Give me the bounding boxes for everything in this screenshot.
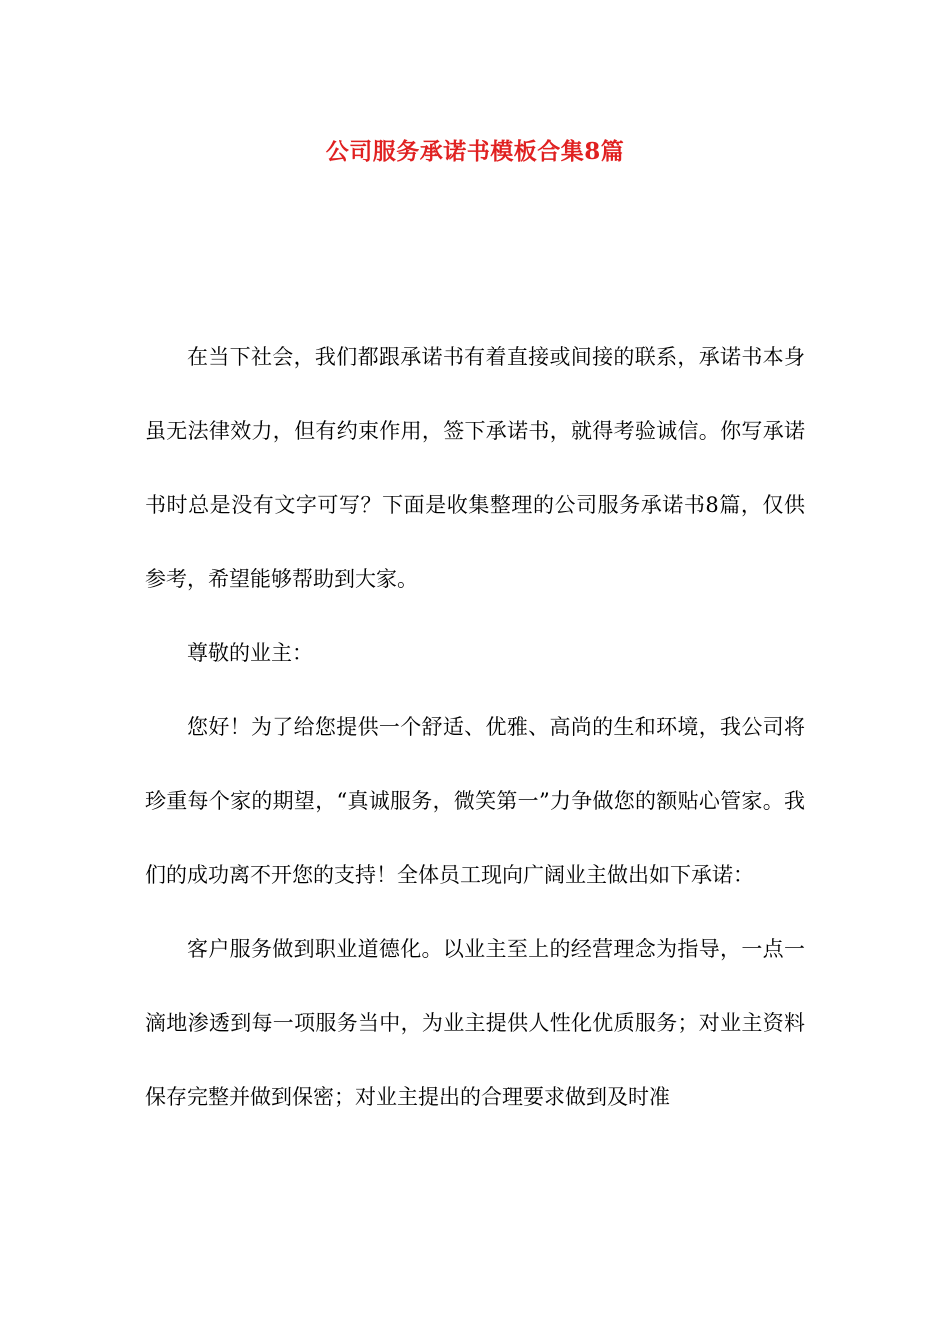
paragraph-intro: 在当下社会，我们都跟承诺书有着直接或间接的联系，承诺书本身虽无法律效力，但有约束作用，签下承诺书，就得考验诚信。你写承诺书时总是没有文字可写？下面是收集整理的公司服务承诺书8篇，仅供参考，希望能够帮助到大家。 [145, 345, 805, 591]
document-body [145, 320, 805, 1134]
paragraph-commitment: 客户服务做到职业道德化。以业主至上的经营理念为指导，一点一滴地渗透到每一项服务当中，为业主提供人性化优质服务；对业主资料保存完整并做到保密；对业主提出的合理要求做到及时准 [145, 937, 805, 1109]
paragraph-salutation: 尊敬的业主： [187, 641, 313, 665]
document-title: 公司服务承诺书模板合集8篇 [325, 138, 625, 165]
paragraph-greeting: 您好！为了给您提供一个舒适、优雅、高尚的生和环境，我公司将珍重每个家的期望，“真诚服务，微笑第一”力争做您的额贴心管家。我们的成功离不开您的支持！全体员工现向广阔业主做出如下承诺： [145, 715, 805, 887]
